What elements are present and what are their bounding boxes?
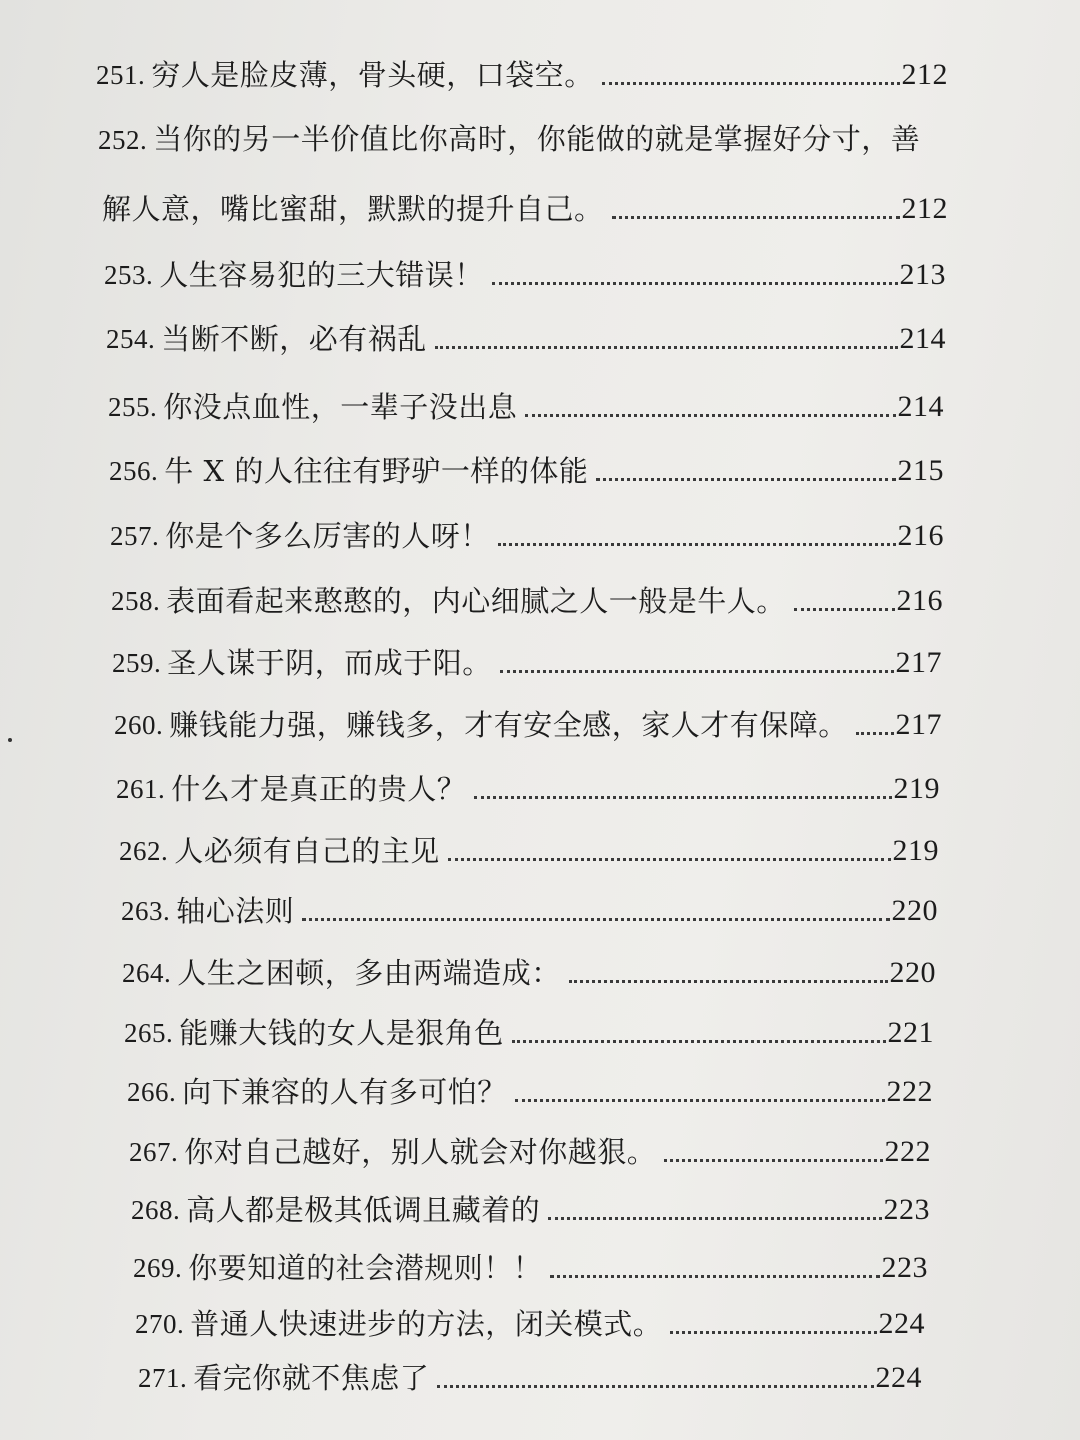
dot-leader: [437, 1385, 873, 1388]
entry-title: 你对自己越好，别人就会对你越狠。: [184, 1135, 657, 1169]
toc-entry: [133, 1251, 928, 1285]
toc-entry: [96, 58, 948, 92]
dot-leader: [448, 858, 891, 861]
entry-title: 赚钱能力强，赚钱多，才有安全感，家人才有保障。: [169, 708, 848, 742]
toc-entry: [135, 1307, 925, 1341]
entry-title: 当断不断，必有祸乱: [161, 322, 427, 356]
dot-leader: [569, 980, 888, 983]
dot-leader: [856, 732, 894, 735]
entry-number: 258.: [111, 586, 161, 616]
entry-title: 看完你就不焦虑了: [193, 1361, 430, 1395]
entry-number: 259.: [112, 648, 162, 678]
dot-leader: [435, 346, 898, 349]
entry-number: 261.: [116, 774, 166, 804]
entry-number: 255.: [108, 392, 158, 422]
toc-entry: [119, 834, 939, 868]
entry-title-continued: 解人意，嘴比蜜甜，默默的提升自己。: [102, 192, 604, 226]
entry-number: 260.: [114, 710, 164, 740]
entry-title: 你要知道的社会潜规则！！: [188, 1251, 543, 1285]
entry-page: 217: [895, 708, 942, 741]
entry-page: 217: [895, 646, 942, 679]
toc-entry: [127, 1075, 933, 1109]
dot-leader: [670, 1331, 876, 1334]
toc-entry: [131, 1193, 930, 1227]
entry-page: 212: [901, 192, 948, 225]
dot-leader: [525, 414, 895, 417]
entry-page: 214: [897, 390, 944, 423]
entry-page: 216: [896, 584, 943, 617]
toc-entry: [129, 1135, 931, 1169]
entry-page: 219: [893, 772, 940, 805]
dot-leader: [602, 82, 900, 85]
entry-page: 221: [887, 1016, 934, 1049]
entry-page: 212: [901, 58, 948, 91]
entry-page: 219: [892, 834, 939, 867]
entry-page: 222: [886, 1075, 933, 1108]
entry-number: 270.: [135, 1309, 185, 1339]
entry-page: 216: [897, 519, 944, 552]
entry-number: 266.: [127, 1077, 177, 1107]
entry-page: 220: [891, 894, 938, 927]
entry-page: 224: [878, 1307, 925, 1340]
entry-title: 人生容易犯的三大错误！: [159, 258, 484, 292]
entry-number: 265.: [124, 1018, 174, 1048]
dot-leader: [596, 478, 895, 481]
toc-entry: [106, 322, 946, 356]
toc-entry: [121, 894, 938, 928]
toc-entry: [124, 1016, 934, 1050]
toc-entry: [112, 646, 942, 680]
entry-title: 穷人是脸皮薄，骨头硬，口袋空。: [151, 58, 594, 92]
entry-title: 高人都是极其低调且藏着的: [186, 1193, 541, 1227]
entry-number: 252.: [98, 125, 148, 155]
dot-leader: [498, 543, 896, 546]
entry-title: 你是个多么厉害的人呀！: [165, 519, 490, 553]
entry-number: 253.: [104, 260, 154, 290]
toc-entry-line1: [98, 122, 920, 157]
toc-entry: [102, 192, 948, 226]
dot-leader: [500, 670, 894, 673]
entry-number: 254.: [106, 324, 156, 354]
toc-entry: [111, 584, 943, 618]
entry-page: 213: [899, 258, 946, 291]
entry-title: 你没点血性，一辈子没出息: [163, 390, 518, 424]
dot-leader: [612, 216, 900, 219]
toc-entry: [110, 519, 944, 553]
entry-title: 向下兼容的人有多可怕？: [182, 1075, 507, 1109]
entry-number: 264.: [122, 958, 172, 988]
entry-title: 当你的另一半价值比你高时，你能做的就是掌握好分寸，善: [153, 122, 921, 156]
dot-leader: [512, 1040, 886, 1043]
entry-title: 圣人谋于阴，而成于阳。: [167, 646, 492, 680]
entry-number: 262.: [119, 836, 169, 866]
entry-number: 269.: [133, 1253, 183, 1283]
entry-page: 215: [897, 454, 944, 487]
entry-page: 224: [875, 1361, 922, 1394]
entry-number: 257.: [110, 521, 160, 551]
toc-entry: [114, 708, 942, 742]
entry-number: 251.: [96, 60, 146, 90]
toc-entry: [122, 956, 936, 990]
toc-entry: [138, 1361, 922, 1395]
entry-number: 268.: [131, 1195, 181, 1225]
margin-mark: [8, 738, 12, 742]
dot-leader: [492, 282, 898, 285]
toc-entry: [116, 772, 940, 806]
entry-number: 263.: [121, 896, 171, 926]
dot-leader: [548, 1217, 881, 1220]
entry-title: 人生之困顿，多由两端造成：: [177, 956, 561, 990]
toc-entry: [104, 258, 946, 292]
entry-title: 什么才是真正的贵人？: [171, 772, 467, 806]
dot-leader: [474, 796, 891, 799]
entry-page: 222: [884, 1135, 931, 1168]
entry-number: 267.: [129, 1137, 179, 1167]
entry-page: 223: [883, 1193, 930, 1226]
entry-title: 牛 X 的人往往有野驴一样的体能: [164, 454, 589, 488]
entry-title: 轴心法则: [176, 894, 295, 928]
entry-number: 256.: [109, 456, 159, 486]
entry-title: 普通人快速进步的方法，闭关模式。: [190, 1307, 663, 1341]
entry-title: 能赚大钱的女人是狠角色: [179, 1016, 504, 1050]
dot-leader: [302, 918, 889, 921]
entry-number: 271.: [138, 1363, 188, 1393]
entry-page: 214: [899, 322, 946, 355]
dot-leader: [664, 1159, 882, 1162]
dot-leader: [794, 608, 895, 611]
toc-entry: [108, 390, 944, 424]
entry-page: 220: [889, 956, 936, 989]
entry-title: 人必须有自己的主见: [174, 834, 440, 868]
entry-title: 表面看起来憨憨的，内心细腻之人一般是牛人。: [166, 584, 786, 618]
entry-page: 223: [881, 1251, 928, 1284]
dot-leader: [550, 1275, 879, 1278]
dot-leader: [515, 1099, 885, 1102]
toc-entry: [109, 454, 944, 488]
